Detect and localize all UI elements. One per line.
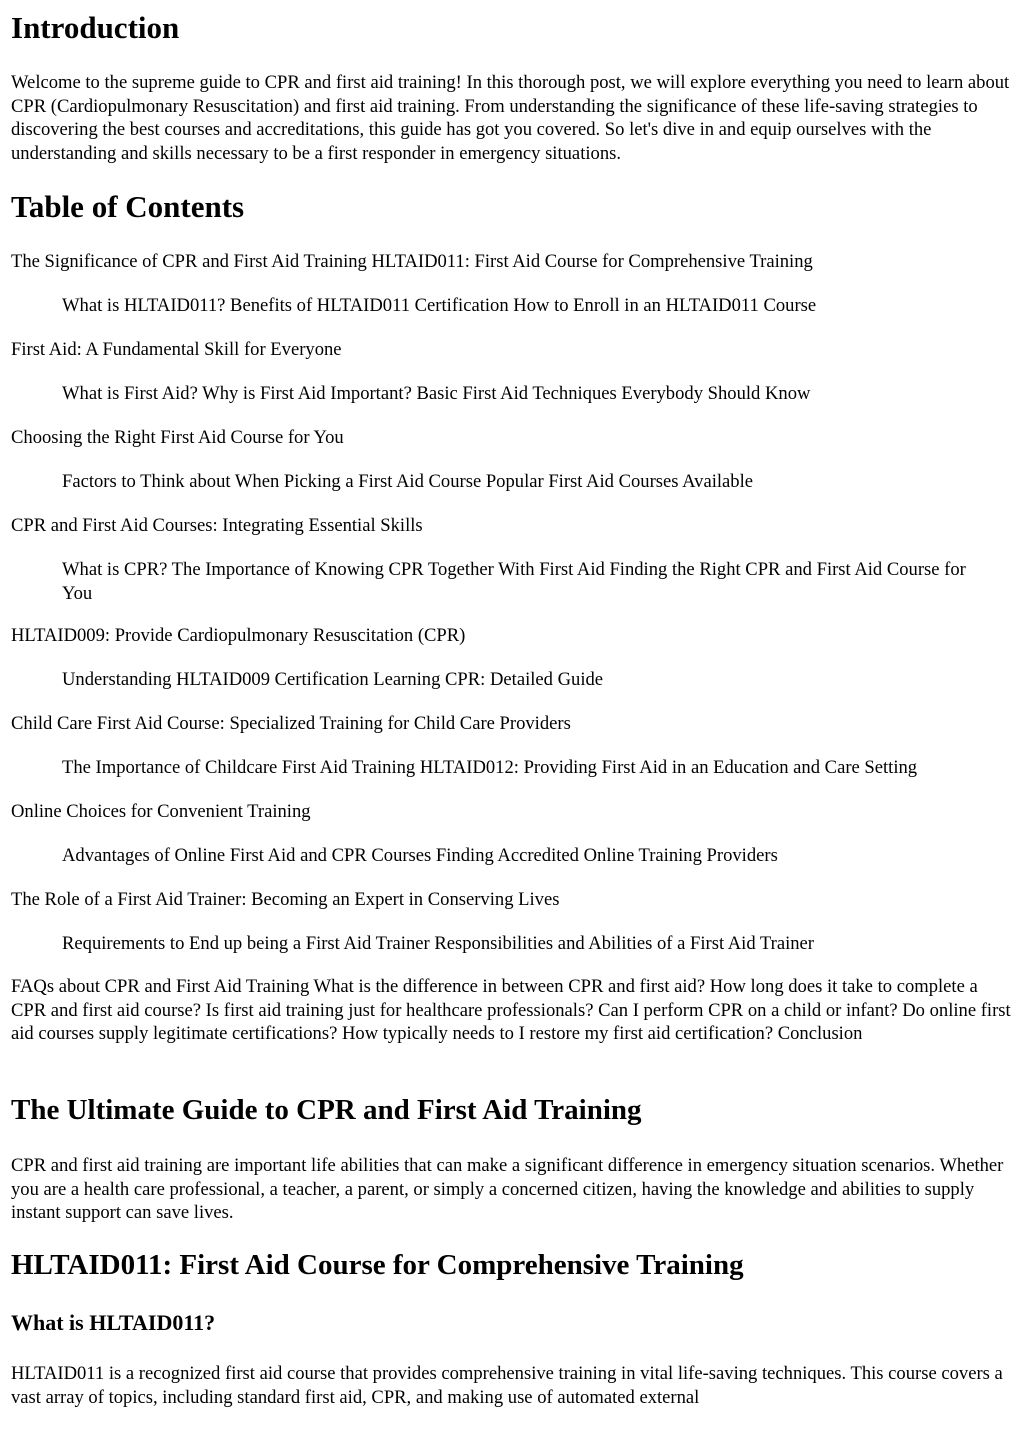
toc-subitem: What is HLTAID011? Benefits of HLTAID011 Certification How to Enroll in an HLTAID011 Course (62, 295, 817, 316)
toc-subitem: What is CPR? The Importance of Knowing CPR Together With First Aid Finding the Right CPR and First Aid Course for You (62, 559, 966, 604)
toc-item: Online Choices for Convenient Training (11, 801, 311, 822)
toc-subitem: Factors to Think about When Picking a First Aid Course Popular First Aid Courses Available (62, 471, 754, 492)
toc-item: Child Care First Aid Course: Specialized Training for Child Care Providers (11, 713, 571, 734)
toc-subitem: Requirements to End up being a First Aid Trainer Responsibilities and Abilities of a First Aid Trainer (62, 933, 814, 954)
toc-subitem: Advantages of Online First Aid and CPR Courses Finding Accredited Online Training Providers (62, 845, 778, 866)
guide-heading: The Ultimate Guide to CPR and First Aid Training (11, 1094, 642, 1126)
hltaid011-paragraph: HLTAID011 is a recognized first aid course that provides comprehensive training in vital life-saving techniques. This course covers a vast array of topics, including standard first aid, CPR, and making use of automated external (11, 1363, 1003, 1408)
hltaid011-heading: HLTAID011: First Aid Course for Comprehensive Training (11, 1249, 744, 1281)
guide-paragraph: CPR and first aid training are important life abilities that can make a significant difference in emergency situation scenarios. Whether you are a health care professional, a teacher, a parent, or simply a concerned citizen, having the knowledge and abilities to supply instant support can save lives. (11, 1155, 1004, 1223)
hltaid011-subheading: What is HLTAID011? (11, 1310, 216, 1335)
toc-heading: Table of Contents (11, 189, 245, 224)
toc-subitem: What is First Aid? Why is First Aid Important? Basic First Aid Techniques Everybody Should Know (62, 383, 811, 404)
toc-item: First Aid: A Fundamental Skill for Everyone (11, 339, 342, 360)
toc-subitem: Understanding HLTAID009 Certification Learning CPR: Detailed Guide (62, 669, 604, 690)
toc-item: HLTAID009: Provide Cardiopulmonary Resuscitation (CPR) (11, 625, 466, 646)
intro-heading: Introduction (11, 10, 180, 45)
toc-faq-item: FAQs about CPR and First Aid Training What is the difference in between CPR and first aid? How long does it take to complete a CPR and first aid course? Is first aid training just for healthcare professionals? Can I perform CPR on a child or infant? Do online first aid courses supply legitimate certifications? How typically needs to I restore my first aid certification? Conclusion (11, 976, 1011, 1044)
toc-item: Choosing the Right First Aid Course for You (11, 427, 344, 448)
toc-item: The Significance of CPR and First Aid Training HLTAID011: First Aid Course for Comprehensive Training (11, 251, 813, 272)
toc-item: CPR and First Aid Courses: Integrating Essential Skills (11, 515, 423, 536)
intro-paragraph: Welcome to the supreme guide to CPR and first aid training! In this thorough post, we will explore everything you need to learn about CPR (Cardiopulmonary Resuscitation) and first aid training. From understanding the significance of these life-saving strategies to discovering the best courses and accreditations, this guide has got you covered. So let's dive in and equip ourselves with the understanding and skills necessary to be a first responder in emergency situations. (11, 72, 1010, 164)
toc-item: The Role of a First Aid Trainer: Becoming an Expert in Conserving Lives (11, 889, 560, 910)
toc-subitem: The Importance of Childcare First Aid Training HLTAID012: Providing First Aid in an Education and Care Setting (62, 757, 918, 778)
